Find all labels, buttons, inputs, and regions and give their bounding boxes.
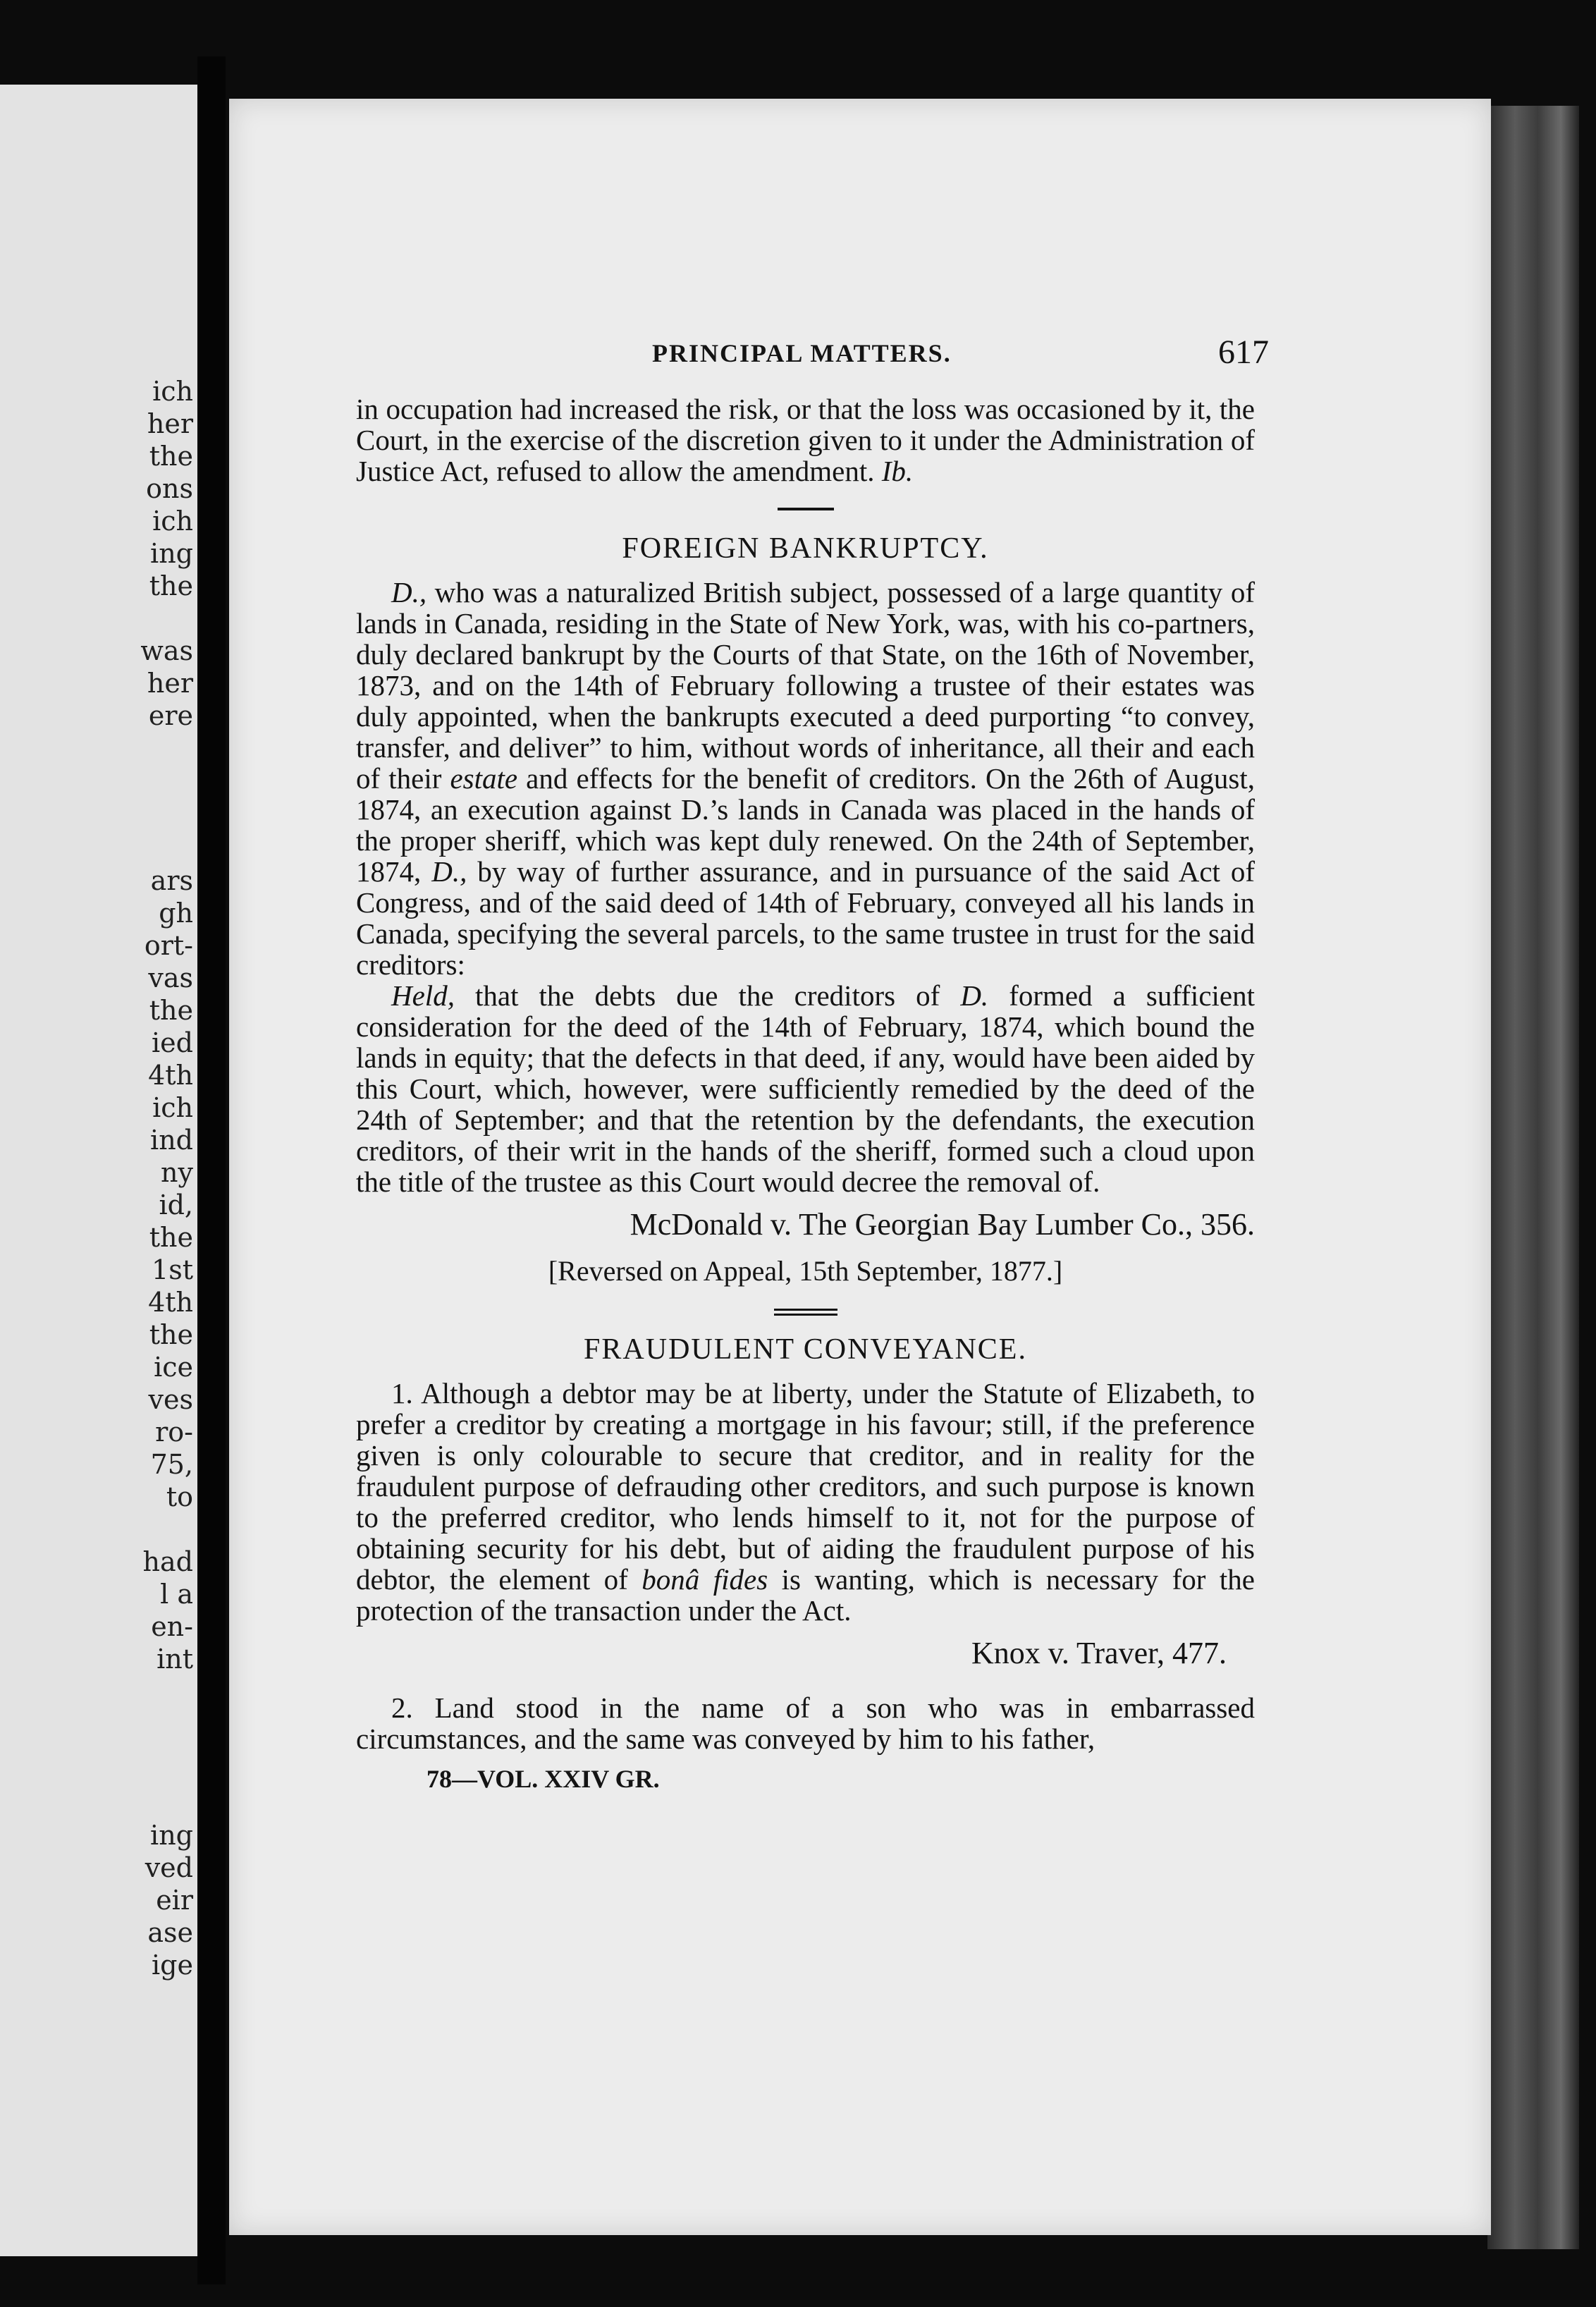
page-content xyxy=(356,333,1269,1794)
fragment-line: 4th xyxy=(148,1060,193,1091)
emphasis-bona-fides: bonâ fides xyxy=(642,1563,768,1596)
fragment-line: ing xyxy=(150,538,193,569)
reversal-note: [Reversed on Appeal, 15th September, 1877.] xyxy=(548,1255,1063,1287)
section-divider xyxy=(778,508,834,510)
party-name: D., xyxy=(431,855,467,888)
fragment-line: en- xyxy=(151,1611,193,1642)
paragraph-text: 1. Although a debtor may be at liberty, under the Statute of Elizabeth, to prefer a creditor by creating a mortgage in his favour; still, if the preference given is only colourable to secure that creditor, and in reality for the fraudulent purpose of defrauding other creditors, and such purpose is known to the preferred creditor, who lends himself to it, not for the purpose of obtaining security for his debt, but of aiding the fraudulent purpose of his debtor, the element of xyxy=(356,1377,1255,1596)
paragraph-text: is wanting, which is necessary for the protection of the transaction under the Act. xyxy=(356,1563,1256,1627)
fragment-line: her xyxy=(147,668,193,699)
fragment-line: the xyxy=(149,1319,193,1350)
fragment-line: ved xyxy=(145,1852,193,1883)
fragment-line: ves xyxy=(148,1384,193,1415)
fragment-line: gh xyxy=(159,898,193,929)
page-number: 617 xyxy=(1218,333,1269,371)
fragment-line: id, xyxy=(159,1189,193,1220)
party-name: D. xyxy=(960,979,989,1012)
section-divider xyxy=(774,1309,837,1316)
fragment-line: vas xyxy=(148,962,193,993)
party-name: D., xyxy=(391,576,427,608)
paragraph-text: that the debts due the creditors of xyxy=(454,979,961,1012)
fragment-line: int xyxy=(156,1644,193,1675)
intro-paragraph xyxy=(356,393,1255,487)
fragment-line: 4th xyxy=(148,1287,193,1318)
fragment-line: ind xyxy=(150,1125,193,1156)
fragment-line: ons xyxy=(146,473,193,504)
fragment-line: the xyxy=(149,995,193,1026)
fragment-line: ro- xyxy=(155,1416,193,1448)
fragment-line: ase xyxy=(147,1917,193,1948)
fragment-line: ny xyxy=(161,1157,193,1188)
fragment-line: to xyxy=(166,1481,193,1512)
section-heading-foreign-bankruptcy: FOREIGN BANKRUPTCY. xyxy=(622,532,989,565)
fragment-line: 1st xyxy=(152,1254,193,1285)
fragment-line: 75, xyxy=(150,1449,193,1480)
paragraph-text: formed a sufficient consideration for the deed of the 14th of February, 1874, which bound the lands in equity; that the defects in that deed, if any, would have been aided by this Court, which, however, were sufficiently remedied by the deed of the 24th of September; and that the retention by the defendants, the execution creditors, of their writ in the hands of the sheriff, formed such a cloud upon the title of the trustee as this Court would decree the removal of. xyxy=(356,979,1255,1198)
section-heading-fraudulent-conveyance: FRAUDULENT CONVEYANCE. xyxy=(584,1333,1027,1366)
fraudulent-paragraph-1 xyxy=(356,1378,1255,1626)
paragraph-text: and effects for the benefit of creditors. On the 26th of August, 1874, an execution against D.’s lands in Canada was placed in the hands of the proper sheriff, which was kept duly renewed. On the 24th of September, 1874, xyxy=(356,762,1255,888)
emphasis-estate: estate xyxy=(450,762,518,795)
main-page xyxy=(229,99,1491,2235)
fragment-line: l a xyxy=(160,1579,193,1610)
fragment-line: ied xyxy=(152,1027,193,1058)
fragment-line: the xyxy=(149,1222,193,1253)
bankruptcy-facts-paragraph xyxy=(356,577,1255,980)
book-gutter xyxy=(197,56,226,2284)
fragment-line: eir xyxy=(156,1885,193,1916)
case-citation-knox: Knox v. Traver, 477. xyxy=(971,1636,1227,1670)
volume-signature: 78—VOL. XXIV GR. xyxy=(426,1765,660,1793)
fragment-line: ich xyxy=(152,506,193,537)
fragment-line: her xyxy=(147,408,193,439)
fragment-line: ich xyxy=(152,1092,193,1123)
fragment-line: the xyxy=(149,570,193,601)
held-label: Held, xyxy=(391,979,455,1012)
paragraph-text: by way of further assurance, and in pursuance of the said Act of Congress, and of the said deed of 14th of February, conveyed all his lands in Canada, specifying the several parcels, to the same trustee in trust for the said creditors: xyxy=(356,855,1256,981)
fragment-line: ice xyxy=(154,1352,193,1383)
intro-ref: Ib. xyxy=(881,455,914,487)
paragraph-text: who was a naturalized British subject, possessed of a large quantity of lands in Canada, residing in the State of New York, was, with his co-partners, duly declared bankrupt by the Courts of that State, on the 16th of November, 1873, and on the 14th of February following a trustee of their estates was duly appointed, when the bankrupts executed a deed purporting “to convey, transfer, and deliver” to him, without words of inheritance, all their and each of their xyxy=(356,576,1255,795)
fragment-line: ing xyxy=(150,1820,193,1851)
case-citation-mcdonald: McDonald v. The Georgian Bay Lumber Co., 356. xyxy=(630,1207,1255,1242)
page-edges xyxy=(1487,106,1579,2249)
running-head: PRINCIPAL MATTERS. xyxy=(652,339,952,367)
intro-text: in occupation had increased the risk, or that the loss was occasioned by it, the Court, in the exercise of the discretion given to it under the Administration of Justice Act, refused to allow the amendment. xyxy=(356,393,1255,487)
page-header xyxy=(356,333,1269,381)
bankruptcy-held-paragraph xyxy=(356,980,1255,1197)
fragment-line: the xyxy=(149,441,193,472)
fragment-line: was xyxy=(140,635,193,666)
fragment-line: ich xyxy=(152,376,193,407)
fragment-line: ere xyxy=(148,700,193,731)
fragment-line: ige xyxy=(152,1950,193,1981)
facing-page-fragment xyxy=(0,85,197,2256)
fragment-line: ars xyxy=(150,865,193,896)
fragment-line: ort- xyxy=(144,930,193,961)
fragment-line: had xyxy=(142,1546,193,1577)
fraudulent-paragraph-2: 2. Land stood in the name of a son who was in embarrassed circumstances, and the same was conveyed by him to his father, xyxy=(356,1691,1255,1755)
